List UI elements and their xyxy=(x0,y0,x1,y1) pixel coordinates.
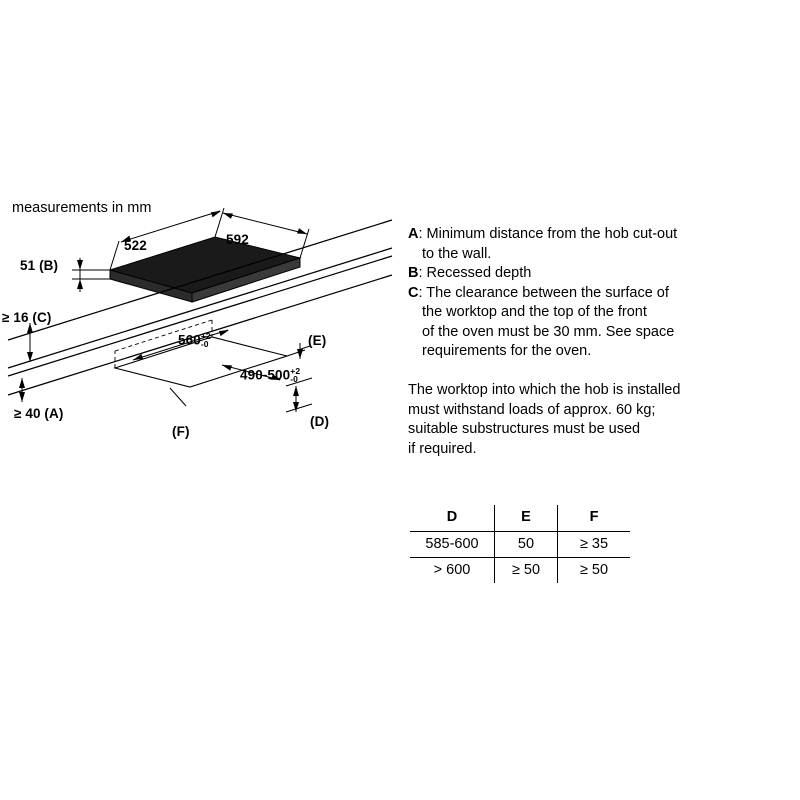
dim-label-592: 592 xyxy=(226,232,249,247)
legend-item-a-line-2: to the wall. xyxy=(422,245,492,262)
dim-label-522: 522 xyxy=(124,238,147,253)
clearance-table-wrapper xyxy=(410,505,630,583)
table-header-e: E xyxy=(495,505,558,532)
table-header-f: F xyxy=(558,505,631,532)
legend-key-b: B xyxy=(408,265,419,281)
dim-490-500-tol-minus: -0 xyxy=(290,374,299,385)
hob-installation-diagram xyxy=(0,180,400,500)
table-cell-d-1: 585-600 xyxy=(410,532,495,558)
legend-text-b-1: Recessed depth xyxy=(426,265,532,281)
table-row xyxy=(410,558,630,584)
measurement-units-caption: measurements in mm xyxy=(12,200,152,216)
dim-label-16-C: ≥ 16 (C) xyxy=(2,310,52,325)
legend-sep-b: : xyxy=(418,265,427,281)
note-line-2: must withstand loads of approx. 60 kg; xyxy=(408,401,656,418)
legend-item-a-line-1 xyxy=(408,225,788,245)
dim-560-tol-minus: -0 xyxy=(200,339,209,350)
table-header-d: D xyxy=(410,505,495,532)
dim-label-40-A: ≥ 40 (A) xyxy=(14,406,64,421)
table-header-row xyxy=(410,505,630,532)
table-cell-e-1: 50 xyxy=(495,532,558,558)
table-cell-f-2: ≥ 50 xyxy=(579,562,609,578)
dim-label-marker-D: (D) xyxy=(310,414,330,429)
table-cell-e-2: ≥ 50 xyxy=(495,558,558,584)
dim-label-marker-E: (E) xyxy=(308,333,327,348)
dim-490-500-tolerance xyxy=(290,367,300,385)
legend-text-a-1: Minimum distance from the hob cut-out xyxy=(426,226,678,242)
table-body xyxy=(410,532,630,584)
note-line-1: The worktop into which the hob is installed xyxy=(408,382,681,398)
legend-sep-c: : xyxy=(418,284,427,301)
clearance-table xyxy=(410,505,630,583)
legend-key-a: A xyxy=(408,226,419,242)
dim-560-tol-plus: +2 xyxy=(200,330,211,341)
table-cell-d-2: > 600 xyxy=(410,558,495,584)
note-line-3: suitable substructures must be used xyxy=(408,421,641,437)
dim-label-51-B: 51 (B) xyxy=(20,258,59,273)
dim-560-tolerance xyxy=(201,332,211,350)
legend-item-c-line-2: the worktop and the top of the front xyxy=(422,304,647,320)
legend-item-c-line-3: of the oven must be 30 mm. See space xyxy=(422,323,675,340)
legend-item-c-line-1 xyxy=(408,284,788,304)
dim-label-marker-F: (F) xyxy=(172,424,190,439)
dim-label-490-500 xyxy=(240,367,300,385)
legend-sep-a: : xyxy=(418,226,427,242)
legend-text-c-1: The clearance between the surface of xyxy=(426,284,669,301)
table-row xyxy=(410,532,630,558)
table-head xyxy=(410,505,630,532)
table-cell-f-1: ≥ 35 xyxy=(558,532,631,558)
dim-560-value: 560 xyxy=(178,332,201,348)
legend-item-c-line-4: requirements for the oven. xyxy=(422,343,592,359)
dim-490-500-value: 490-500 xyxy=(240,367,291,383)
dim-490-500-tol-plus: +2 xyxy=(290,365,301,376)
legend-item-b-line-1 xyxy=(408,264,788,284)
dim-label-560 xyxy=(178,332,211,350)
legend-key-c: C xyxy=(408,284,419,301)
note-line-4: if required. xyxy=(408,440,477,457)
worktop-load-note xyxy=(408,381,788,459)
legend-block xyxy=(408,225,788,362)
